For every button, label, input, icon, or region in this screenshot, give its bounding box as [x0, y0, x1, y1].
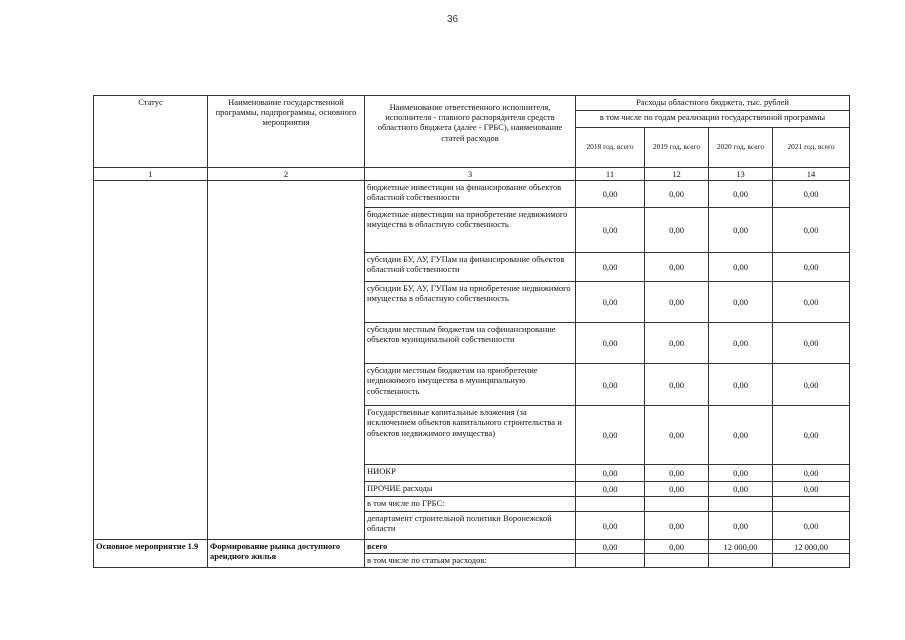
row-label: ПРОЧИЕ расходы — [365, 482, 576, 497]
total-value: 0,00 — [576, 540, 645, 554]
value-cell: 0,00 — [576, 482, 645, 497]
value-cell — [576, 497, 645, 512]
value-cell — [576, 554, 645, 568]
value-cell: 0,00 — [709, 282, 773, 323]
value-cell: 0,00 — [576, 406, 645, 465]
value-cell: 0,00 — [645, 208, 709, 253]
value-cell: 0,00 — [576, 181, 645, 208]
value-cell: 0,00 — [645, 181, 709, 208]
total-value: 12 000,00 — [773, 540, 850, 554]
row-label: субсидии местным бюджетам на приобретение недвижимого имущества в муниципальную собственность — [365, 364, 576, 406]
value-cell: 0,00 — [773, 181, 850, 208]
header-year: 2019 год, всего — [645, 128, 709, 168]
col-number: 3 — [365, 168, 576, 181]
value-cell: 0,00 — [576, 282, 645, 323]
value-cell — [773, 554, 850, 568]
value-cell — [645, 554, 709, 568]
value-cell: 0,00 — [576, 253, 645, 282]
value-cell: 0,00 — [773, 465, 850, 482]
value-cell: 0,00 — [709, 323, 773, 364]
header-expenses: Расходы областного бюджета, тыс. рублей — [576, 96, 850, 111]
value-cell: 0,00 — [773, 482, 850, 497]
total-value: 0,00 — [645, 540, 709, 554]
row-label: субсидии БУ, АУ, ГУПам на приобретение недвижимого имущества в областную собственность — [365, 282, 576, 323]
program-cell-empty — [208, 181, 365, 540]
row-label: бюджетные инвестиции на финансирование объектов областной собственности — [365, 181, 576, 208]
table-row — [94, 540, 850, 554]
value-cell: 0,00 — [709, 406, 773, 465]
total-value: 12 000,00 — [709, 540, 773, 554]
value-cell: 0,00 — [645, 323, 709, 364]
measure-status: Основное мероприятие 1.9 — [94, 540, 208, 568]
value-cell — [709, 497, 773, 512]
value-cell: 0,00 — [576, 465, 645, 482]
value-cell: 0,00 — [645, 364, 709, 406]
col-number: 14 — [773, 168, 850, 181]
value-cell: 0,00 — [773, 208, 850, 253]
value-cell: 0,00 — [773, 364, 850, 406]
value-cell: 0,00 — [645, 512, 709, 540]
page-number: 36 — [446, 14, 459, 25]
col-number: 1 — [94, 168, 208, 181]
value-cell: 0,00 — [645, 253, 709, 282]
col-number: 2 — [208, 168, 365, 181]
value-cell — [709, 554, 773, 568]
value-cell: 0,00 — [773, 406, 850, 465]
measure-name: Формирование рынка доступного арендного жилья — [208, 540, 365, 568]
row-label: департамент строительной политики Воронежской области — [365, 512, 576, 540]
value-cell: 0,00 — [709, 181, 773, 208]
value-cell: 0,00 — [645, 465, 709, 482]
value-cell: 0,00 — [709, 512, 773, 540]
value-cell: 0,00 — [645, 282, 709, 323]
value-cell: 0,00 — [576, 323, 645, 364]
value-cell: 0,00 — [773, 253, 850, 282]
value-cell: 0,00 — [645, 406, 709, 465]
value-cell: 0,00 — [576, 364, 645, 406]
value-cell: 0,00 — [773, 323, 850, 364]
row-label: бюджетные инвестиции на приобретение недвижимого имущества в областную собственность — [365, 208, 576, 253]
row-label: в том числе по ГРБС: — [365, 497, 576, 512]
row-label: Государственные капитальные вложения (за исключением объектов капитального строительства и объектов недвижимого имущества) — [365, 406, 576, 465]
by-items-label: в том числе по статьям расходов: — [365, 554, 576, 568]
value-cell: 0,00 — [709, 253, 773, 282]
value-cell — [645, 497, 709, 512]
value-cell: 0,00 — [773, 512, 850, 540]
total-label: всего — [365, 540, 576, 554]
col-number: 13 — [709, 168, 773, 181]
row-label: НИОКР — [365, 465, 576, 482]
col-number: 11 — [576, 168, 645, 181]
header-year: 2018 год, всего — [576, 128, 645, 168]
header-status: Статус — [94, 96, 208, 168]
row-label: субсидии местным бюджетам на софинансирование объектов муниципальной собственности — [365, 323, 576, 364]
budget-table — [93, 95, 850, 568]
value-cell: 0,00 — [645, 482, 709, 497]
status-cell-empty — [94, 181, 208, 540]
value-cell: 0,00 — [709, 208, 773, 253]
header-program-name: Наименование государственной программы, подпрограммы, основного мероприятия — [208, 96, 365, 168]
header-executor: Наименование ответственного исполнителя, исполнителя - главного распорядителя средств областного бюджета (далее - ГРБС), наименование статей расходов — [365, 96, 576, 168]
value-cell: 0,00 — [576, 208, 645, 253]
value-cell: 0,00 — [709, 465, 773, 482]
value-cell: 0,00 — [709, 482, 773, 497]
table-row — [94, 181, 850, 208]
header-year: 2021 год, всего — [773, 128, 850, 168]
value-cell: 0,00 — [709, 364, 773, 406]
value-cell — [773, 497, 850, 512]
header-year: 2020 год, всего — [709, 128, 773, 168]
value-cell: 0,00 — [773, 282, 850, 323]
value-cell: 0,00 — [576, 512, 645, 540]
header-by-years: в том числе по годам реализации государственной программы — [576, 111, 850, 128]
col-number: 12 — [645, 168, 709, 181]
row-label: субсидии БУ, АУ, ГУПам на финансирование объектов областной собственности — [365, 253, 576, 282]
